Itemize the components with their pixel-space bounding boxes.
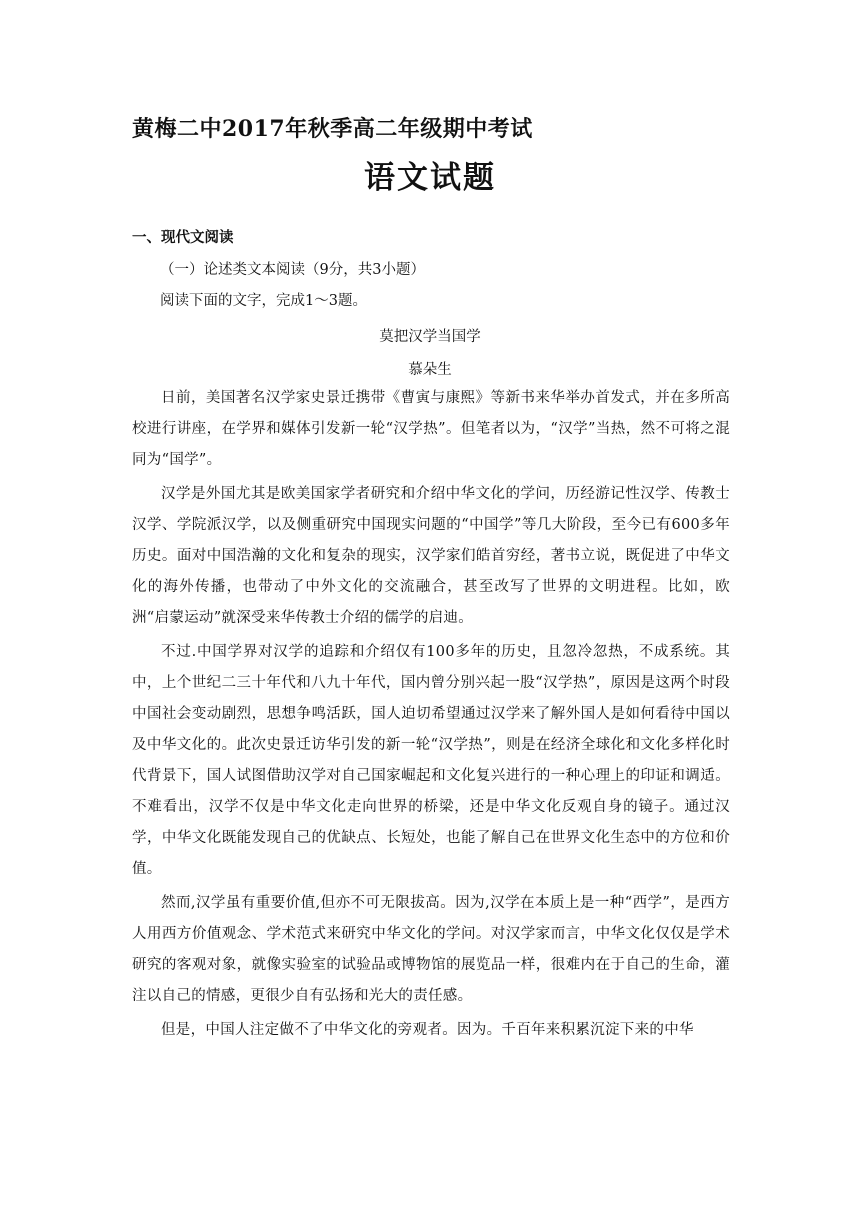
part-heading: （一）论述类文本阅读（9分，共3小题） [160, 262, 425, 278]
article-title: 莫把汉学当国学 [379, 329, 481, 345]
article-paragraph: 不过.中国学界对汉学的追踪和介绍仅有100多年的历史，且忽冷忽热，不成系统。其中，上个世纪二三十年代和八九十年代，国内曾分别兴起一股“汉学热”，原因是这两个时段中国社会变动剧烈，思想争鸣活跃，国人迫切希望通过汉学来了解外国人是如何看待中国以及中华文化的。此次史景迁访华引发的新一轮“汉学热”，则是在经济全球化和文化多样化时代背景下，国人试图借助汉学对自己国家崛起和文化复兴进行的一种心理上的印证和调适。不难看出，汉学不仅是中华文化走向世界的桥梁，还是中华文化反观自身的镜子。通过汉学，中华文化既能发现自己的优缺点、长短处，也能了解自己在世界文化生态中的方位和价值。 [132, 644, 730, 877]
school-exam-title: 黄梅二中2017年秋季高二年级期中考试 [132, 116, 533, 142]
article-body [132, 383, 730, 1049]
article-paragraph: 但是，中国人注定做不了中华文化的旁观者。因为。千百年来积累沉淀下来的中华 [161, 1022, 694, 1038]
section-heading: 一、现代文阅读 [132, 230, 234, 246]
article-paragraph: 汉学是外国尤其是欧美国家学者研究和介绍中华文化的学问，历经游记性汉学、传教士汉学、学院派汉学，以及侧重研究中国现实问题的“中国学”等几大阶段，至今已有600多年历史。面对中国浩瀚的文化和复杂的现实，汉学家们皓首穷经，著书立说，既促进了中华文化的海外传播，也带动了中外文化的交流融合，甚至改写了世界的文明进程。比如，欧洲“启蒙运动”就深受来华传教士介绍的儒学的启迪。 [132, 486, 730, 626]
article-paragraph: 然而,汉学虽有重要价值,但亦不可无限拔高。因为,汉学在本质上是一种“西学”，是西方人用西方价值观念、学术范式来研究中华文化的学问。对汉学家而言，中华文化仅仅是学术研究的客观对象，就像实验室的试验品或博物馆的展览品一样，很难内在于自己的生命，灌注以自己的情感，更很少自有弘扬和光大的责任感。 [132, 895, 730, 1004]
article-paragraph: 日前，美国著名汉学家史景迁携带《曹寅与康熙》等新书来华举办首发式，并在多所高校进行讲座，在学界和媒体引发新一轮“汉学热”。但笔者以为，“汉学”当热，然不可将之混同为“国学”。 [132, 390, 730, 468]
reading-instruction: 阅读下面的文字，完成1～3题。 [160, 293, 367, 309]
article-author: 慕朵生 [408, 362, 452, 378]
subject-title: 语文试题 [364, 160, 496, 196]
